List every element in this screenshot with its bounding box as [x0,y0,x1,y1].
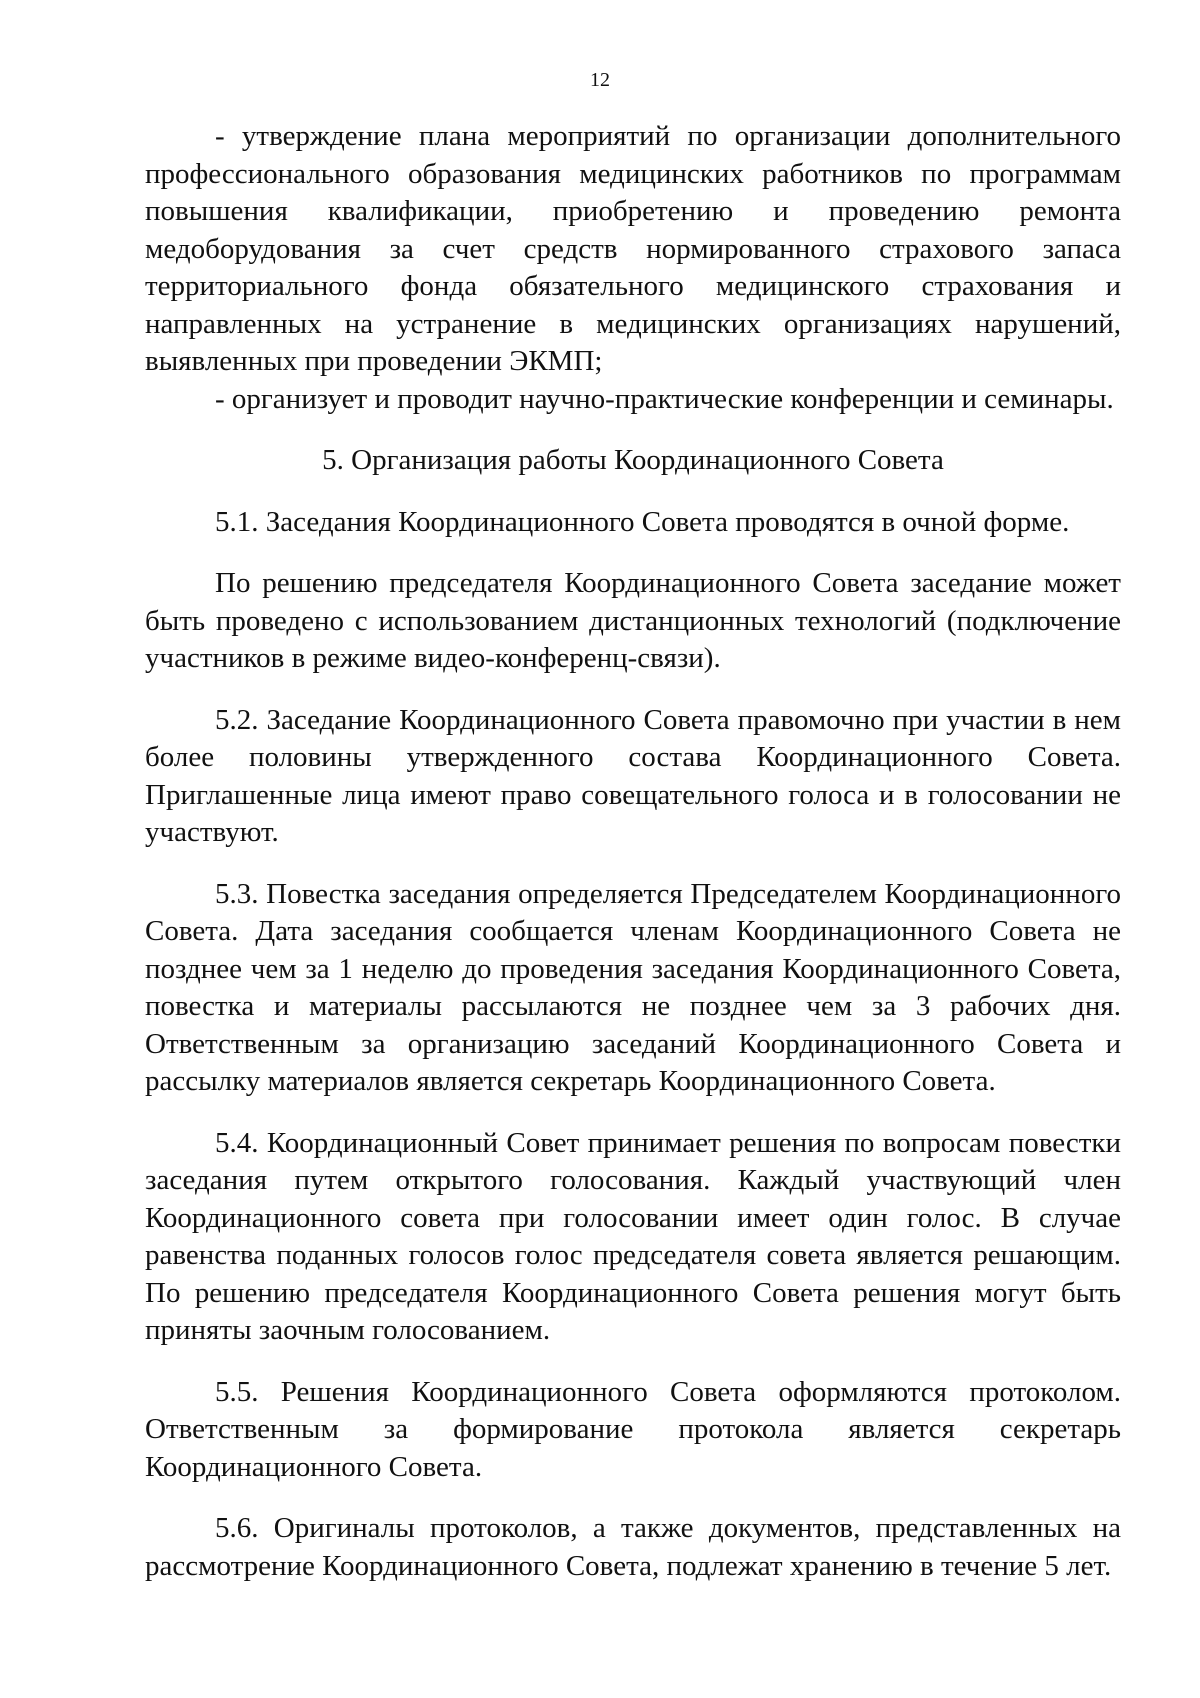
document-body [145,118,1121,1585]
intro-item-plan-approval: - утверждение плана мероприятий по организации дополнительного профессионального образования медицинских работников по программам повышения квалификации, приобретению и проведению ремонта медоборудования за счет средств нормированного страхового запаса территориального фонда обязательного медицинского страхования и направленных на устранение в медицинских организациях нарушений, выявленных при проведении ЭКМП; [145,120,1121,377]
paragraph-5-3: 5.3. Повестка заседания определяется Председателем Координационного Совета. Дата заседания сообщается членам Координационного Совета не позднее чем за 1 неделю до проведения заседания Координационного Совета, повестка и материалы рассылаются не позднее чем за 3 рабочих дня. Ответственным за организацию заседаний Координационного Совета и рассылку материалов является секретарь Координационного Совета. [145,877,1121,1097]
paragraph-5-4: 5.4. Координационный Совет принимает решения по вопросам повестки заседания путем открытого голосования. Каждый участвующий член Координационного совета при голосовании имеет один голос. В случае равенства поданных голосов голос председателя совета является решающим. По решению председателя Координационного Совета решения могут быть приняты заочным голосованием. [145,1126,1121,1346]
section-heading: 5. Организация работы Координационного Совета [322,444,944,476]
page-number: 12 [590,69,610,91]
paragraph-5-1-remote: По решению председателя Координационного Совета заседание может быть проведено с использованием дистанционных технологий (подключение участников в режиме видео-конференц-связи). [145,567,1121,674]
paragraph-5-6: 5.6. Оригиналы протоколов, а также документов, представленных на рассмотрение Координационного Совета, подлежат хранению в течение 5 лет. [145,1512,1121,1582]
paragraph-5-1: 5.1. Заседания Координационного Совета проводятся в очной форме. [215,505,1070,538]
paragraph-5-2: 5.2. Заседание Координационного Совета правомочно при участии в нем более половины утвержденного состава Координационного Совета. Приглашенные лица имеют право совещательного голоса и в голосовании не участвуют. [145,703,1121,848]
intro-item-conferences: - организует и проводит научно-практические конференции и семинары. [215,382,1114,415]
paragraph-5-5: 5.5. Решения Координационного Совета оформляются протоколом. Ответственным за формирование протокола является секретарь Координационного Совета. [145,1375,1121,1483]
